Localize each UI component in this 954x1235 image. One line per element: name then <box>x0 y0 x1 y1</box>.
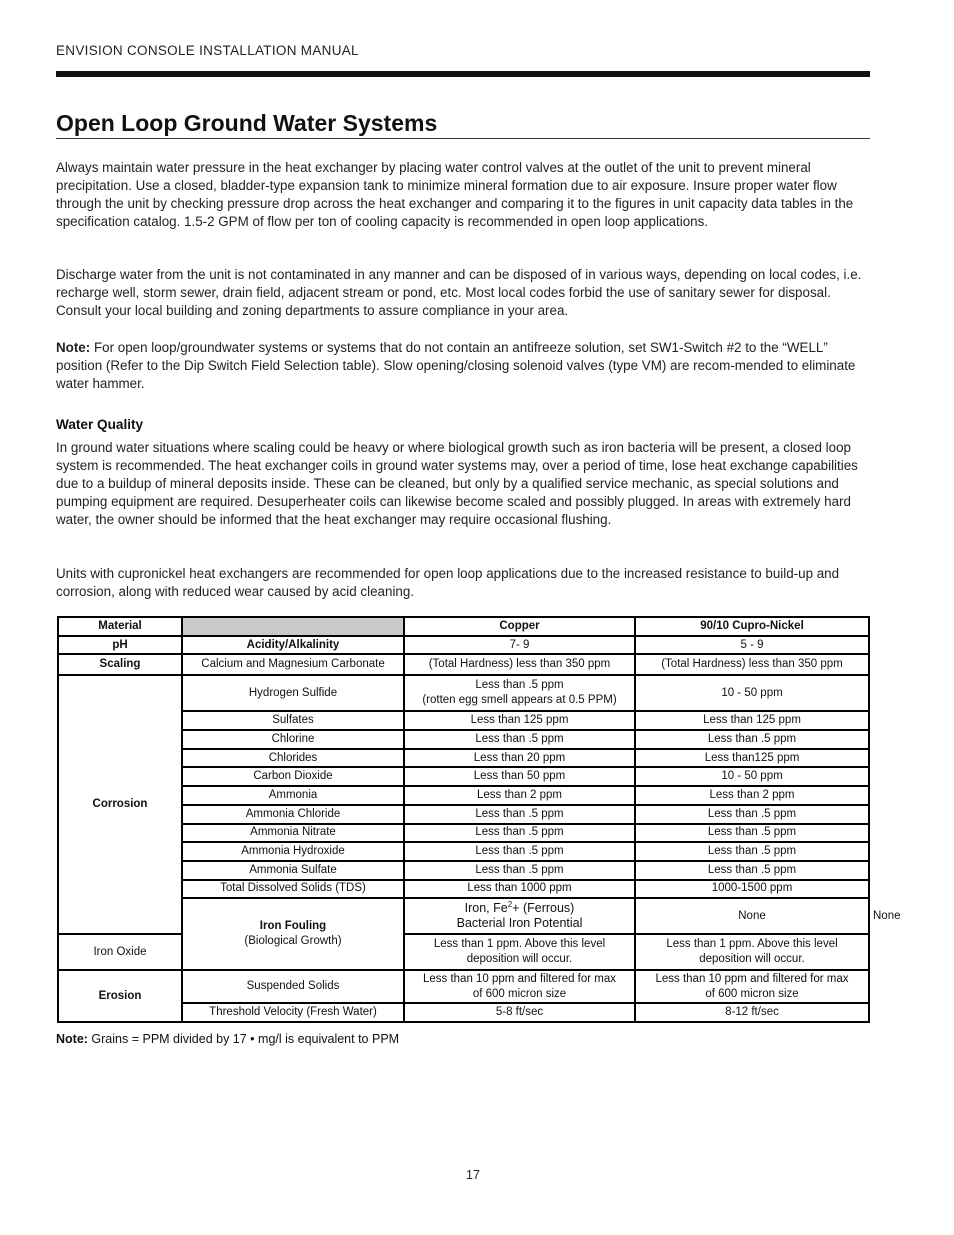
cupro-value: Less than .5 ppm <box>635 805 869 824</box>
cupro-value: Less than .5 ppm <box>635 861 869 880</box>
cupro-value: 1000-1500 ppm <box>635 880 869 899</box>
copper-value <box>404 934 635 970</box>
copper-value-line1: Less than .5 ppm <box>475 679 564 692</box>
param-value: Calcium and Magnesium Carbonate <box>182 654 404 675</box>
cupro-value: 10 - 50 ppm <box>635 767 869 786</box>
ferrous-label-pre: Iron, Fe <box>464 901 508 916</box>
cupro-value: Less than .5 ppm <box>635 730 869 749</box>
cupro-value: Less than 2 ppm <box>635 786 869 805</box>
cupro-value: (Total Hardness) less than 350 ppm <box>635 654 869 675</box>
copper-value: (Total Hardness) less than 350 ppm <box>404 654 635 675</box>
header-rule <box>56 71 870 77</box>
param-value: Ammonia Chloride <box>182 805 404 824</box>
copper-value: Less than .5 ppm <box>404 824 635 843</box>
iron-fouling-label: Iron Fouling <box>259 920 327 933</box>
cupro-value-line2: of 600 micron size <box>705 987 799 1000</box>
cupro-value: Less than .5 ppm <box>635 824 869 843</box>
copper-value: Less than 50 ppm <box>404 767 635 786</box>
copper-value: 7- 9 <box>404 636 635 655</box>
header-cupro-nickel: 90/10 Cupro-Nickel <box>635 617 869 636</box>
copper-value: Less than 1000 ppm <box>404 880 635 899</box>
table-row-suspended-solids <box>58 970 869 1003</box>
table-row-ferrous: Iron Fouling (Biological Growth) Iron, $Fe^2+$ (Ferrous) Bacterial Iron Potential None None <box>58 898 869 934</box>
copper-value-line2: deposition will occur. <box>466 953 573 966</box>
cupro-value-line1: Less than 10 ppm and filtered for max <box>655 972 849 985</box>
note-text: For open loop/groundwater systems or systems that do not contain an antifreeze solution, set SW1-Switch #2 to the “WELL” position (Refer to the Dip Switch Field Selection table). Slow opening/closing solenoid valves (type VM) are recom-mended to eliminate water hammer. <box>56 340 856 391</box>
header-copper: Copper <box>404 617 635 636</box>
row-label-scaling: Scaling <box>58 654 182 675</box>
page-title: Open Loop Ground Water Systems <box>56 108 870 139</box>
row-label-corrosion: Corrosion <box>58 675 182 934</box>
param-value: Sulfates <box>182 711 404 730</box>
cupro-value: 10 - 50 ppm <box>635 675 869 711</box>
water-quality-heading: Water Quality <box>56 417 144 432</box>
cupro-value: Less than 125 ppm <box>635 711 869 730</box>
copper-value-line1: Less than 10 ppm and filtered for max <box>422 972 617 985</box>
copper-value: Less than 2 ppm <box>404 786 635 805</box>
paragraph-pressure: Always maintain water pressure in the heat exchanger by placing water control valves at the outlet of the unit to prevent mineral precipitation. Use a closed, bladder-type expansion tank to minimize mineral formation due to air exposure. Insure proper water flow through the unit by checking pressure drop across the heat exchanger and comparing it to the figures in unit capacity data tables in the specification catalog. 1.5-2 GPM of flow per ton of cooling capacity is recommended in open loop applications. <box>56 160 854 229</box>
ferrous-label <box>408 901 631 916</box>
table-row-scaling <box>58 654 869 675</box>
copper-value: Less than 20 ppm <box>404 749 635 768</box>
row-label-iron-fouling <box>182 898 404 970</box>
table-row-ph <box>58 636 869 655</box>
copper-value-line1: Less than 1 ppm. Above this level <box>433 938 606 951</box>
row-label-ph: pH <box>58 636 182 655</box>
param-value <box>404 898 635 934</box>
paragraph-cupronickel: Units with cupronickel heat exchangers are recommended for open loop applications due to the increased resistance to build-up and corrosion, along with reduced wear caused by acid cleaning. <box>56 566 840 599</box>
cupro-value: Less than125 ppm <box>635 749 869 768</box>
running-header: ENVISION CONSOLE INSTALLATION MANUAL <box>56 43 359 58</box>
copper-value <box>404 970 635 1003</box>
param-value: Ammonia Hydroxide <box>182 842 404 861</box>
param-value: Suspended Solids <box>182 970 404 1003</box>
ferrous-superscript: 2 <box>507 900 513 910</box>
param-value: Carbon Dioxide <box>182 767 404 786</box>
param-value: Ammonia <box>182 786 404 805</box>
copper-value: 5-8 ft/sec <box>404 1003 635 1022</box>
param-value: Chlorides <box>182 749 404 768</box>
cupro-value: 5 - 9 <box>635 636 869 655</box>
water-quality-table <box>57 616 901 1023</box>
table-header-row <box>58 617 869 636</box>
row-label-erosion: Erosion <box>58 970 182 1022</box>
ferrous-label-post: + (Ferrous) <box>512 901 575 916</box>
param-value: Threshold Velocity (Fresh Water) <box>182 1003 404 1022</box>
copper-value: None <box>635 898 869 934</box>
param-value: Hydrogen Sulfide <box>182 675 404 711</box>
cupro-value-line2: deposition will occur. <box>699 953 805 966</box>
copper-value-line2: of 600 micron size <box>472 987 567 1000</box>
iron-fouling-sublabel: (Biological Growth) <box>244 935 342 948</box>
footnote-text: Grains = PPM divided by 17 • mg/l is equivalent to PPM <box>87 1032 400 1046</box>
param-acidity: Acidity/Alkalinity <box>182 636 404 655</box>
table-footnote <box>56 1032 399 1046</box>
cupro-value-line1: Less than 1 ppm. Above this level <box>666 938 838 951</box>
cupro-value <box>635 934 869 970</box>
cupro-value: 8-12 ft/sec <box>635 1003 869 1022</box>
param-value: Iron Oxide <box>58 934 182 970</box>
header-material: Material <box>58 617 182 636</box>
param-value: Total Dissolved Solids (TDS) <box>182 880 404 899</box>
copper-value: Less than 125 ppm <box>404 711 635 730</box>
copper-value: Less than .5 ppm <box>404 805 635 824</box>
note-label: Note: <box>56 340 91 355</box>
page-number: 17 <box>466 1168 480 1182</box>
header-blank <box>182 617 404 636</box>
copper-value <box>404 675 635 711</box>
copper-value: Less than .5 ppm <box>404 842 635 861</box>
footnote-label: Note: <box>56 1032 88 1046</box>
copper-value: Less than .5 ppm <box>404 861 635 880</box>
copper-value-line2: (rotten egg smell appears at 0.5 PPM) <box>422 694 617 707</box>
param-value: Chlorine <box>182 730 404 749</box>
paragraph-discharge: Discharge water from the unit is not contaminated in any manner and can be disposed of in various ways, depending on local codes, i.e. recharge well, storm sewer, drain field, adjacent stream or pond, etc. Most local codes forbid the use of sanitary sewer for disposal. Consult your local building and zoning departments to assure compliance in your area. <box>56 267 862 318</box>
cupro-value <box>635 970 869 1003</box>
table-row-iron-oxide <box>58 934 869 970</box>
param-value: Ammonia Nitrate <box>182 824 404 843</box>
paragraph-note <box>56 339 872 393</box>
cupro-value: Less than .5 ppm <box>635 842 869 861</box>
table-row-hydrogen-sulfide <box>58 675 869 711</box>
copper-value: Less than .5 ppm <box>404 730 635 749</box>
param-value: Ammonia Sulfate <box>182 861 404 880</box>
paragraph-water-quality: In ground water situations where scaling could be heavy or where biological growth such as iron bacteria will be present, a closed loop system is recommended. The heat exchanger coils in ground water systems may, over a period of time, lose heat exchange capabilities due to a buildup of mineral deposits inside. These can be cleaned, but only by a qualified service mechanic, as special solutions and pumping equipment are required. Desuperheater coils can likewise become scaled and possibly plugged. In areas with extremely hard water, the owner should be informed that the heat exchanger may require occasional flushing. <box>56 440 858 527</box>
ferrous-label-line2: Bacterial Iron Potential <box>456 916 583 931</box>
